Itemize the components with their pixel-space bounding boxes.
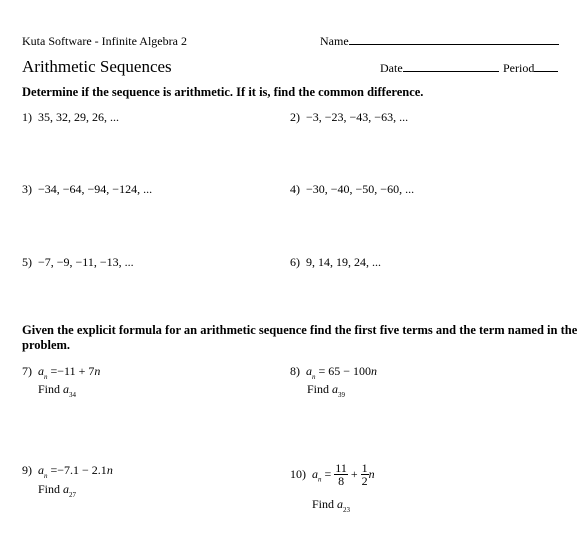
problem-number: 1) — [22, 110, 32, 124]
find-subscript: 27 — [69, 491, 77, 499]
problem-sequence: 35, 32, 29, 26, ... — [38, 110, 119, 124]
problem-number: 9) — [22, 463, 32, 477]
problem-3 — [22, 182, 152, 197]
find-variable: a — [63, 482, 70, 496]
formula-rhs: =−7.1 − 2.1 — [50, 463, 107, 477]
problem-number: 6) — [290, 255, 300, 269]
find-variable: a — [337, 497, 344, 511]
fraction-denominator: 2 — [361, 474, 368, 488]
find-label: Find — [38, 382, 61, 396]
name-field — [320, 34, 559, 49]
fraction-eleven-eighths — [334, 462, 348, 487]
formula-rhs-variable: n — [368, 467, 375, 481]
problem-8 — [290, 364, 377, 381]
problem-4 — [290, 182, 414, 197]
problem-number: 2) — [290, 110, 300, 124]
problem-sequence: −7, −9, −11, −13, ... — [38, 255, 134, 269]
formula-rhs: = 65 − 100 — [318, 364, 372, 378]
problem-number: 4) — [290, 182, 300, 196]
problem-6 — [290, 255, 381, 270]
page-title: Arithmetic Sequences — [22, 57, 172, 76]
name-label: Name — [320, 34, 349, 48]
find-label: Find — [307, 382, 330, 396]
find-subscript: 39 — [338, 391, 346, 399]
find-label: Find — [38, 482, 61, 496]
brand-text: Kuta Software - Infinite Algebra 2 — [22, 34, 187, 48]
date-label: Date — [380, 61, 403, 75]
formula-subscript: n — [318, 475, 322, 484]
fraction-numerator: 1 — [361, 461, 368, 475]
fraction-numerator: 11 — [335, 461, 347, 475]
date-blank-line — [403, 61, 499, 72]
problem-sequence: 9, 14, 19, 24, ... — [306, 255, 381, 269]
period-label: Period — [503, 61, 535, 75]
find-variable: a — [332, 382, 339, 396]
problem-7-find — [38, 382, 76, 399]
problem-10 — [290, 462, 375, 487]
problem-7 — [22, 364, 100, 381]
problem-sequence: −3, −23, −43, −63, ... — [306, 110, 409, 124]
formula-rhs: =−11 + 7 — [50, 364, 95, 378]
problem-9-find — [38, 482, 76, 499]
problem-number: 3) — [22, 182, 32, 196]
formula-plus: + — [350, 467, 358, 481]
find-subscript: 34 — [69, 391, 77, 399]
formula-variable: a — [312, 467, 318, 481]
find-label: Find — [312, 497, 335, 511]
problem-2 — [290, 110, 408, 125]
formula-rhs-variable: n — [371, 364, 378, 378]
formula-subscript: n — [312, 373, 316, 381]
find-variable: a — [63, 382, 70, 396]
formula-rhs-variable: n — [94, 364, 101, 378]
period-field — [503, 61, 558, 76]
problem-sequence: −34, −64, −94, −124, ... — [38, 182, 153, 196]
section1-instruction: Determine if the sequence is arithmetic. If it is, find the common difference. — [22, 85, 424, 99]
problem-10-find — [312, 497, 350, 514]
formula-subscript: n — [44, 472, 48, 480]
problem-number: 7) — [22, 364, 32, 378]
formula-equals: = — [324, 467, 332, 481]
formula-variable: a — [38, 463, 44, 477]
find-subscript: 23 — [343, 506, 351, 514]
problem-8-find — [307, 382, 345, 399]
formula-rhs-variable: n — [106, 463, 113, 477]
section2-instruction-line2: problem. — [22, 338, 71, 352]
date-field — [380, 61, 499, 76]
formula-variable: a — [38, 364, 44, 378]
fraction-one-half — [361, 462, 369, 487]
formula-variable: a — [306, 364, 312, 378]
name-blank-line — [349, 34, 559, 45]
problem-number: 5) — [22, 255, 32, 269]
problem-number: 8) — [290, 364, 300, 378]
problem-5 — [22, 255, 134, 270]
section2-instruction-line1: Given the explicit formula for an arithmetic sequence find the first five terms and the term named in the — [22, 323, 578, 337]
period-blank-line — [534, 61, 558, 72]
fraction-denominator: 8 — [338, 474, 345, 488]
problem-number: 10) — [290, 467, 306, 481]
problem-sequence: −30, −40, −50, −60, ... — [306, 182, 415, 196]
problem-1 — [22, 110, 119, 125]
problem-9 — [22, 463, 113, 480]
formula-subscript: n — [44, 373, 48, 381]
